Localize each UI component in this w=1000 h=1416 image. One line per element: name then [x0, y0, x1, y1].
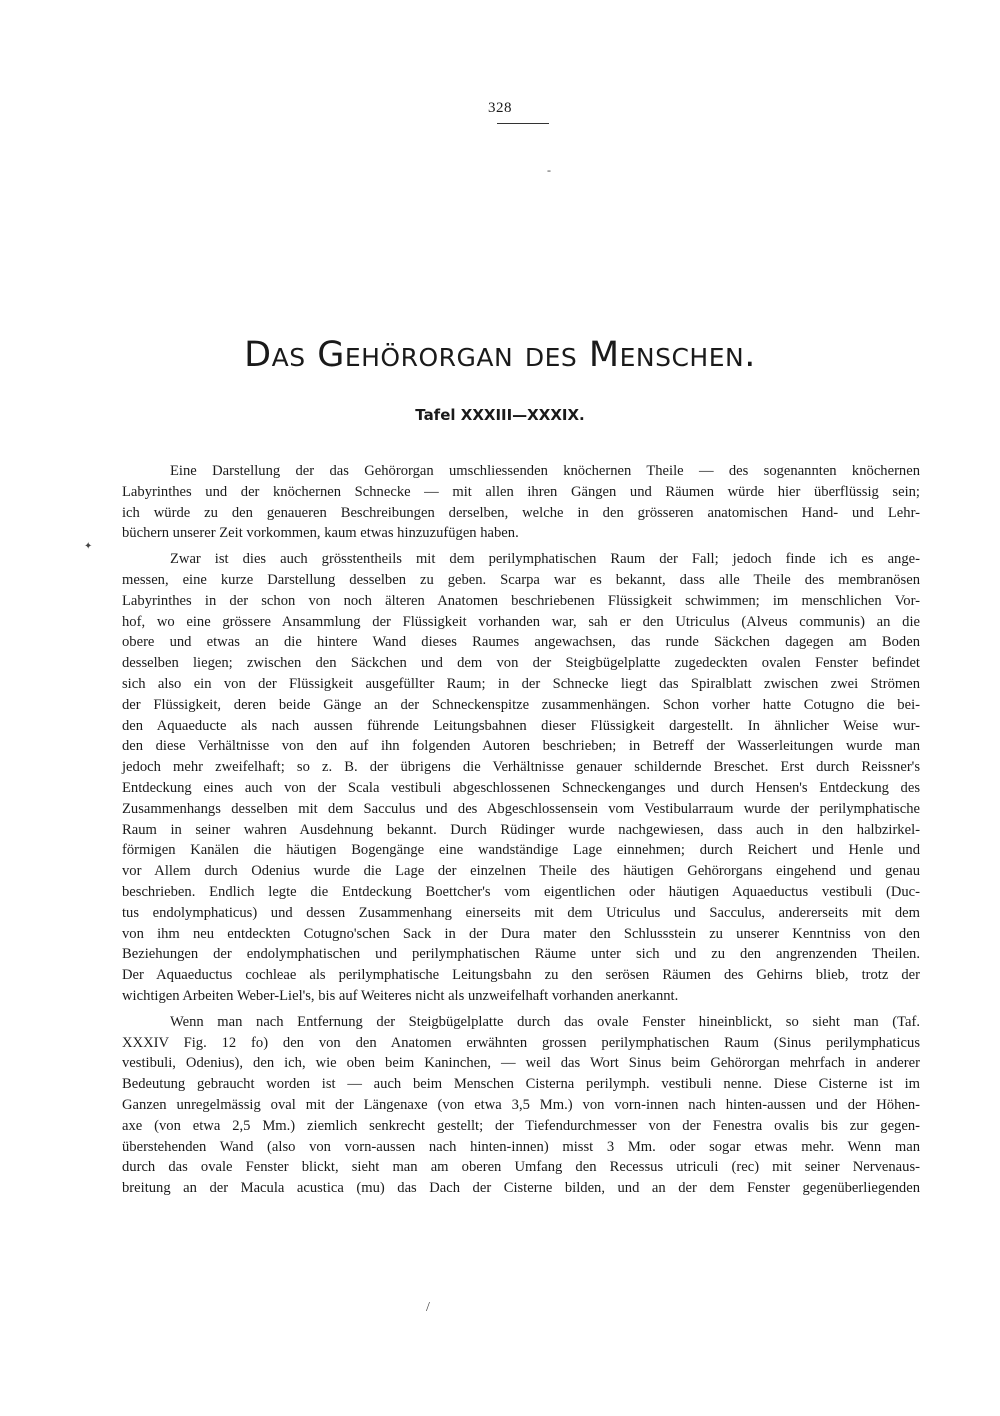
- text-line: jedoch mehr zweifelhaft; so z. B. der übrigens die Verhältnisse genauer schildernde Breschet. Erst durch Reissner's: [122, 759, 920, 776]
- text-line: Der Aquaeductus cochleae als perilymphatische Leitungsbahn zu den serösen Räumen des Gehirns blieb, trotz der: [122, 967, 920, 984]
- page-title: Das Gehörorgan des Menschen.: [244, 335, 756, 375]
- text-line: desselben liegen; zwischen den Säckchen und dem von der Steigbügelplatte zugedeckten ovalen Fenster befindet: [122, 655, 920, 672]
- text-line: Beziehungen der endolymphatischen und perilymphatischen Räume unter sich und zu den angrenzenden Theilen.: [122, 946, 920, 963]
- text-line: Wenn man nach Entfernung der Steigbügelplatte durch das ovale Fenster hineinblickt, so sieht man (Taf.: [170, 1013, 920, 1030]
- text-line: wichtigen Arbeiten Weber-Liel's, bis auf Weiteres nicht als unzweifelhaft vorhanden anerkannt.: [122, 987, 679, 1004]
- text-line: Labyrinthes und der knöchernen Schnecke — mit allen ihren Gängen und Räumen würde hier überflüssig sein;: [122, 483, 920, 500]
- text-line: hof, wo eine grössere Ansammlung der Flüssigkeit vorhanden war, sah er den Utriculus (Alveus communis) an die: [122, 613, 920, 630]
- text-line: ich würde zu den genaueren Beschreibungen derselben, welche in den grösseren anatomischen Hand- und Lehr-: [122, 504, 920, 521]
- paragraph-1: [122, 461, 920, 544]
- text-line: axe (von etwa 2,5 Mm.) ziemlich senkrecht gestellt; der Tiefendurchmesser von der Fenestra ovalis bis zur gegen-: [122, 1117, 920, 1134]
- text-line: obere und etwas an die hintere Wand dieses Raumes angewachsen, das runde Säckchen dagegen am Boden: [122, 634, 920, 651]
- body-text: [122, 461, 920, 1199]
- text-line: der Flüssigkeit, deren beide Gänge an der Schneckenspitze zusammenhängen. Schon vorher hatte Cotugno die bei-: [122, 696, 920, 713]
- text-line: förmigen Kanälen die häutigen Bogengänge eine wandständige Lage einnehmen; durch Reichert und Henle und: [122, 842, 920, 859]
- text-line: durch das ovale Fenster blickt, sieht man am oberen Umfang den Recessus utriculi (rec) mit seiner Nervenaus-: [122, 1159, 920, 1176]
- text-line: messen, eine kurze Darstellung desselben zu geben. Scarpa war es bekannt, dass alle Theile des membranösen: [122, 571, 920, 588]
- paragraph-3: [122, 1012, 920, 1199]
- text-line: tus endolymphaticus) und dessen Zusammenhang einerseits mit dem Utriculus und Sacculus, andererseits mit dem: [122, 904, 920, 921]
- text-line: den diese Verhältnisse von den auf ihn folgenden Autoren beschrieben; in Betreff der Wasserleitungen wurde man: [122, 738, 920, 755]
- text-line: Entdeckung eines auch von der Scala vestibuli abgeschlossenen Schneckenganges und durch Hensen's Entdeckung des: [122, 779, 920, 796]
- bottom-mark: /: [426, 1300, 430, 1315]
- text-line: Labyrinthes in der schon von noch älteren Anatomen beschriebenen Flüssigkeit schwimmen; im menschlichen Vor-: [122, 592, 920, 609]
- page-number-rule: [497, 123, 549, 124]
- text-line: den Aquaeducte als nach aussen führende Leitungsbahnen dieser Flüssigkeit dargestellt. In ähnlicher Weise wur-: [122, 717, 920, 734]
- text-line: Raum in seiner wahren Ausdehnung bekannt. Durch Rüdinger wurde nachgewiesen, dass auch in den halbzirkel-: [122, 821, 920, 838]
- text-line: überstehenden Wand (also von vorn-aussen nach hinten-innen) misst 3 Mm. oder sogar etwas mehr. Wenn man: [122, 1138, 920, 1155]
- text-line: XXXIV Fig. 12 fo) den von den Anatomen erwähnten grossen perilymphatischen Raum (Sinus perilymphaticus: [122, 1034, 920, 1051]
- text-line: sich also ein von der Flüssigkeit ausgefüllter Raum; in der Schnecke liegt das Spiralblatt zwischen zwei Strömen: [122, 675, 920, 692]
- margin-mark: ✦: [84, 541, 93, 552]
- text-line: beschrieben. Endlich legte die Entdeckung Boettcher's vom eigentlichen oder häutigen Aquaeductus vestibuli (Duc-: [122, 883, 920, 900]
- text-line: Ganzen unregelmässig oval mit der Längenaxe (von etwa 3,5 Mm.) von vorn-innen nach hinten-aussen und der Höhen-: [122, 1096, 920, 1113]
- text-line: breitung an der Macula acustica (mu) das Dach der Cisterne bilden, und an der dem Fenster gegenüberliegenden: [122, 1180, 920, 1197]
- top-mark: ‐: [547, 163, 551, 177]
- page-number: 328: [488, 100, 512, 116]
- text-line: vor Allem durch Odenius wurde die Lage der einzelnen Theile des häutigen Gehörorgans eingehend und genau: [122, 863, 920, 880]
- text-line: Bedeutung gebraucht worden ist — auch beim Menschen Cisterna perilymph. vestibuli nenne. Diese Cisterne ist im: [122, 1076, 920, 1093]
- text-line: Zwar ist dies auch grösstentheils mit dem perilymphatischen Raum der Fall; jedoch finde ich es ange-: [170, 551, 920, 568]
- text-line: von ihm neu entdeckten Cotugno'schen Sack in der Dura mater den Schlussstein zu unserer Kenntniss von den: [122, 925, 920, 942]
- text-line: vestibuli, Odenius), den ich, wie oben beim Kaninchen, — weil das Wort Sinus beim Gehörorgan mehrfach in anderer: [122, 1055, 920, 1072]
- text-line: Zusammenhangs desselben mit dem Sacculus und des Abgeschlossensein vom Vestibularraum wurde der perilymphatische: [122, 800, 920, 817]
- text-line: büchern unserer Zeit vorkommen, kaum etwas hinzuzufügen haben.: [122, 525, 519, 542]
- text-line: Eine Darstellung der das Gehörorgan umschliessenden knöchernen Theile — des sogenannten knöchernen: [170, 463, 920, 479]
- paragraph-2: [122, 549, 920, 1007]
- plate-reference: Tafel XXXIII—XXXIX.: [415, 406, 585, 424]
